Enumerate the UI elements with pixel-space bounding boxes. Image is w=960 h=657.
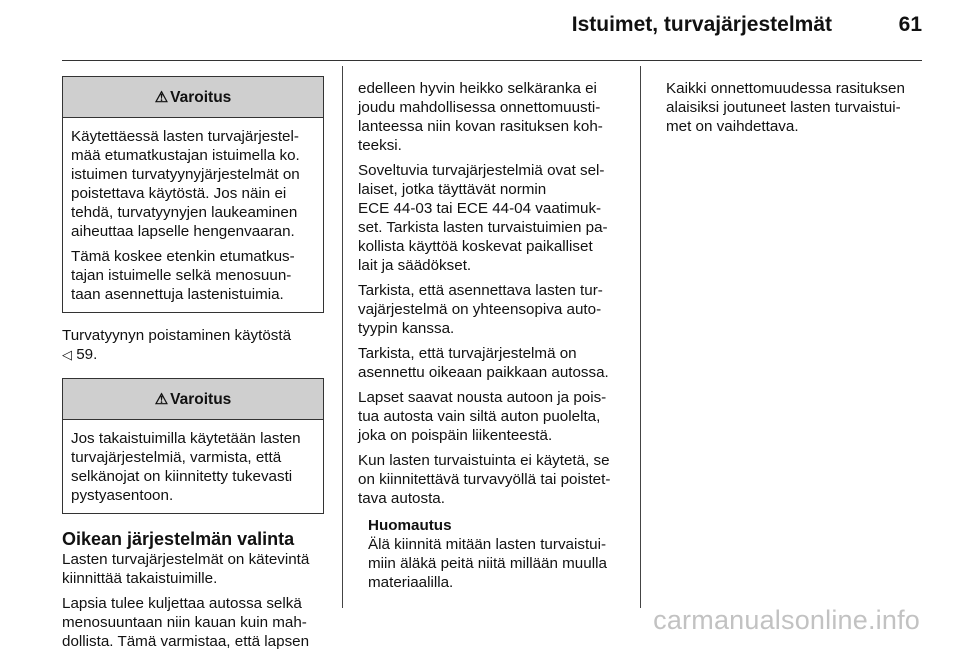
column-1	[62, 76, 324, 657]
note-block	[358, 516, 624, 592]
cross-reference-text: Turvatyynyn poistaminen käytöstä	[62, 327, 292, 344]
warning-header	[63, 379, 323, 420]
warning-box-rear-seats	[62, 378, 324, 514]
header-divider	[62, 60, 922, 61]
body-paragraph: Lasten turvajärjestelmät on kätevintä kiinnittää takaistuimille.	[62, 551, 310, 587]
warning-box-airbag	[62, 76, 324, 313]
column-3	[666, 79, 932, 142]
warning-triangle-icon: ⚠	[154, 88, 169, 106]
warning-triangle-icon: ⚠	[154, 390, 169, 408]
section-title: Oikean järjestelmän valinta	[62, 529, 295, 549]
warning-body	[63, 420, 323, 513]
body-paragraph: Lapsia tulee kuljettaa autossa selkä menosuuntaan niin kauan kuin mah- dollista. Tämä varmistaa, että lapsen	[62, 595, 310, 650]
body-paragraph: Kaikki onnettomuudessa rasituksen alaisiksi joutuneet lasten turvaistui- met on vaihdettava.	[666, 80, 905, 135]
column-divider-1	[342, 66, 343, 608]
note-text: Älä kiinnitä mitään lasten turvaistui- miin äläkä peitä niitä millään muulla materiaalilla.	[368, 536, 607, 591]
warning-paragraph: Jos takaistuimilla käytetään lasten turvajärjestelmiä, varmista, että selkänojat on kiinnitetty tukevasti pystyasentoon.	[71, 430, 301, 504]
page-header-title: Istuimet, turvajärjestelmät	[571, 13, 832, 36]
warning-paragraph: Käytettäessä lasten turvajärjestel- mää etumatkustajan istuimella ko. istuimen turvatyynyjärjestelmät on poistettava käytöstä. Jos näin ei tehdä, turvatyynyjen laukeaminen aiheuttaa lapselle hengenvaaran.	[71, 128, 300, 240]
body-paragraph: edelleen hyvin heikko selkäranka ei joudu mahdollisessa onnettomuusti- lanteessa niin kovan rasituksen koh- teeksi.	[358, 80, 603, 154]
warning-paragraph: Tämä koskee etenkin etumatkus- tajan istuimelle selkä menosuun- taan asennettuja lastenistuimia.	[71, 248, 295, 303]
column-divider-2	[640, 66, 641, 608]
note-title: Huomautus	[368, 517, 452, 534]
warning-title: Varoitus	[170, 390, 232, 408]
page-reference-icon: ◁	[62, 347, 72, 362]
body-paragraph: Tarkista, että asennettava lasten tur- vajärjestelmä on yhteensopiva auto- tyypin kanssa.	[358, 282, 603, 337]
column-2	[358, 79, 624, 592]
body-paragraph: Tarkista, että turvajärjestelmä on asennettu oikeaan paikkaan autossa.	[358, 345, 609, 381]
warning-body	[63, 118, 323, 312]
watermark-text: carmanualsonline.info	[653, 605, 920, 635]
warning-header	[63, 77, 323, 118]
body-paragraph: Soveltuvia turvajärjestelmiä ovat sel- laiset, jotka täyttävät normin ECE 44-03 tai ECE 44-04 vaatimuk- set. Tarkista lasten turvaistuimien pa- kollista käyttöä koskevat paikalliset lait ja säädökset.	[358, 162, 608, 274]
warning-title: Varoitus	[170, 88, 232, 106]
body-paragraph: Kun lasten turvaistuinta ei käytetä, se on kiinnitettävä turvavyöllä tai poistet- tava autosta.	[358, 452, 611, 507]
cross-reference-page: 59.	[76, 346, 98, 363]
body-paragraph: Lapset saavat nousta autoon ja pois- tua autosta vain siltä auton puolelta, joka on poispäin liikenteestä.	[358, 389, 607, 444]
cross-reference[interactable]	[62, 326, 324, 364]
page-number: 61	[898, 13, 922, 36]
